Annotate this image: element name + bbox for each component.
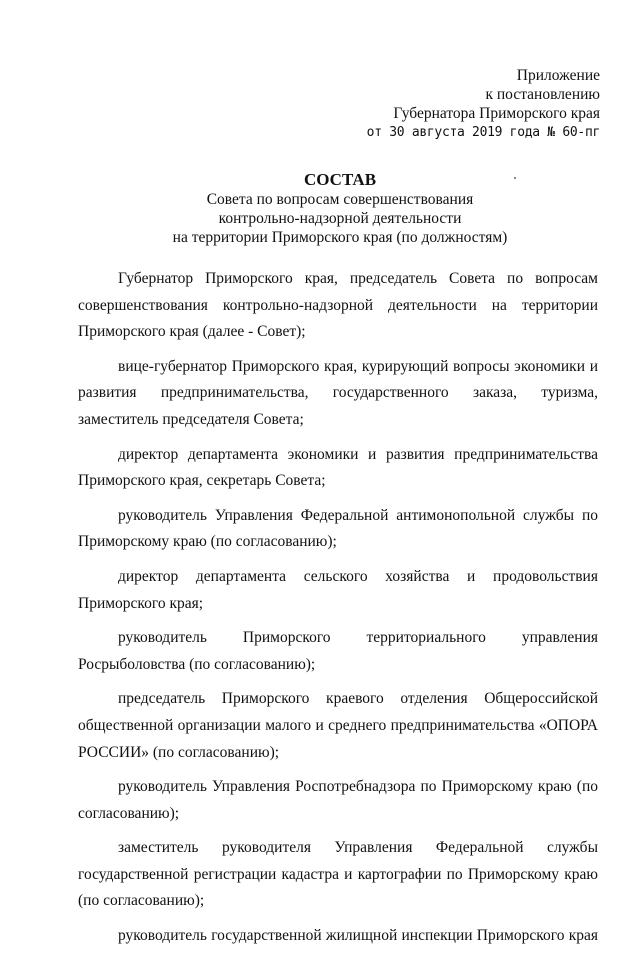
document-title-block — [80, 170, 600, 247]
member-item: руководитель Управления Федеральной антимонопольной службы по Приморскому краю (по согласованию); — [78, 506, 598, 551]
members-list — [78, 266, 598, 958]
document-subtitle-line-3: на территории Приморского края (по должностям) — [172, 229, 508, 246]
member-item: председатель Приморского краевого отделения Общероссийской общественной организации малого и среднего предпринимательства «ОПОРА РОССИИ» (по согласованию); — [78, 690, 598, 761]
member-item: заместитель руководителя Управления Федеральной службы государственной регистрации кадастра и картографии по Приморскому краю (по согласованию); — [78, 839, 598, 910]
member-item: руководитель Управления Роспотребнадзора по Приморскому краю (по согласованию); — [78, 778, 598, 822]
appendix-header — [360, 66, 600, 142]
document-subtitle-line-1: Совета по вопросам совершенствования — [206, 191, 474, 208]
member-item: руководитель Приморского территориального управления Росрыболовства (по согласованию); — [78, 629, 598, 673]
resolution-reference: к постановлению — [485, 86, 600, 103]
member-item: руководитель государственной жилищной инспекции Приморского края — [118, 927, 598, 945]
issuer-reference: Губернатора Приморского края — [393, 105, 600, 122]
appendix-label: Приложение — [516, 67, 600, 84]
member-item: директор департамента экономики и развития предпринимательства Приморского края, секретарь Совета; — [78, 445, 598, 490]
document-subtitle-line-2: контрольно-надзорной деятельности — [218, 210, 462, 227]
resolution-date-number: от 30 августа 2019 года № 60-пг — [366, 125, 600, 140]
member-item: директор департамента сельского хозяйства и продовольствия Приморского края; — [78, 567, 598, 612]
member-item: вице-губернатор Приморского края, курирующий вопросы экономики и развития предпринимательства, государственного заказа, туризма, заместитель председателя Совета; — [78, 357, 598, 428]
member-item: Губернатор Приморского края, председатель Совета по вопросам совершенствования контрольно-надзорной деятельности на территории Приморского края (далее - Совет); — [78, 270, 598, 341]
document-title: СОСТАВ — [303, 170, 377, 189]
